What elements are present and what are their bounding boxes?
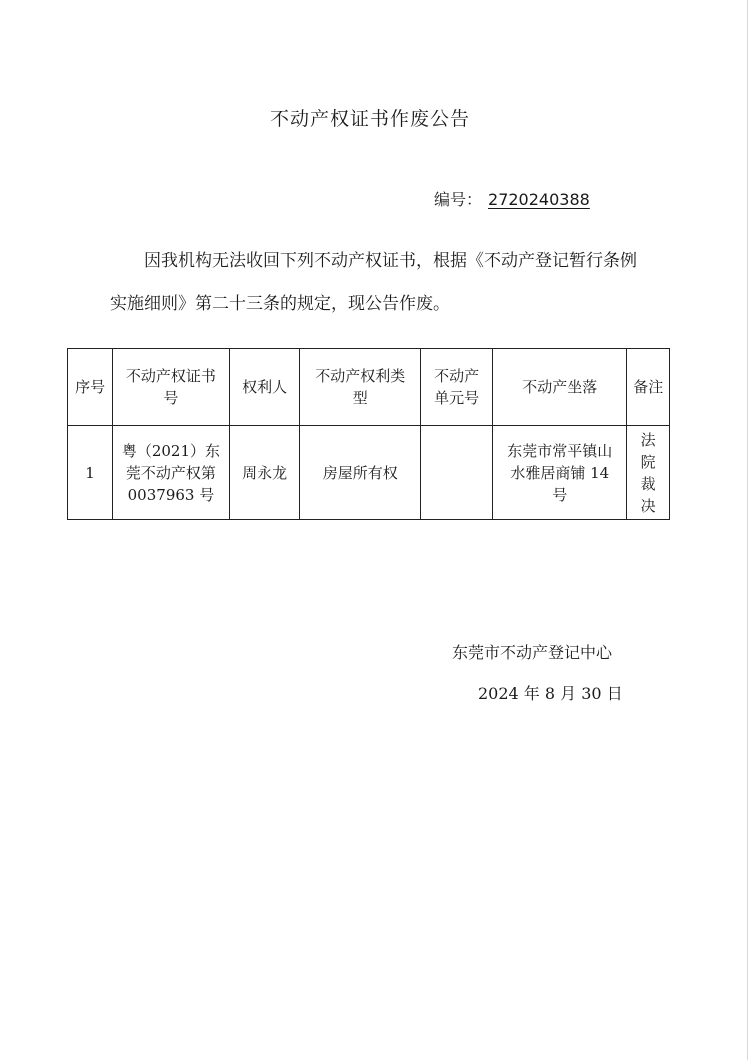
table-row	[68, 426, 670, 520]
issue-date: 2024 年 8 月 30 日	[478, 684, 623, 703]
cell-cert-no-text: 粤（2021）东莞不动产权第 0037963 号	[121, 441, 221, 504]
document-number-label: 编号：	[434, 190, 483, 209]
header-remark: 备注	[627, 349, 670, 426]
header-unit-no-text: 不动产单元号	[434, 367, 480, 407]
header-right-type-text: 不动产权利类型	[315, 367, 406, 407]
cell-cert-no	[113, 426, 230, 520]
header-cert-no	[113, 349, 230, 426]
cell-remark	[627, 426, 670, 520]
cell-location	[493, 426, 627, 520]
scan-edge-line	[747, 0, 748, 1060]
cell-seq: 1	[68, 426, 113, 520]
cell-remark-text: 法院裁决	[640, 430, 656, 515]
header-location: 不动产坐落	[493, 349, 627, 426]
cell-right-type: 房屋所有权	[300, 426, 421, 520]
cell-location-text: 东莞市常平镇山水雅居商铺 14 号	[507, 441, 613, 504]
header-seq: 序号	[68, 349, 113, 426]
certificate-table	[67, 348, 670, 520]
cell-owner: 周永龙	[229, 426, 300, 520]
header-cert-no-text: 不动产权证书号	[125, 367, 216, 407]
document-number-value: 2720240388	[488, 190, 590, 209]
page-title: 不动产权证书作废公告	[269, 108, 470, 130]
header-right-type	[300, 349, 421, 426]
notice-body-text: 因我机构无法收回下列不动产权证书，根据《不动产登记暂行条例实施细则》第二十三条的规定，现公告作废。	[110, 251, 637, 314]
cell-unit-no	[421, 426, 493, 520]
header-unit-no	[421, 349, 493, 426]
table-header-row	[68, 349, 670, 426]
header-owner: 权利人	[229, 349, 300, 426]
document-number	[434, 187, 590, 210]
issuer-name: 东莞市不动产登记中心	[452, 643, 613, 662]
